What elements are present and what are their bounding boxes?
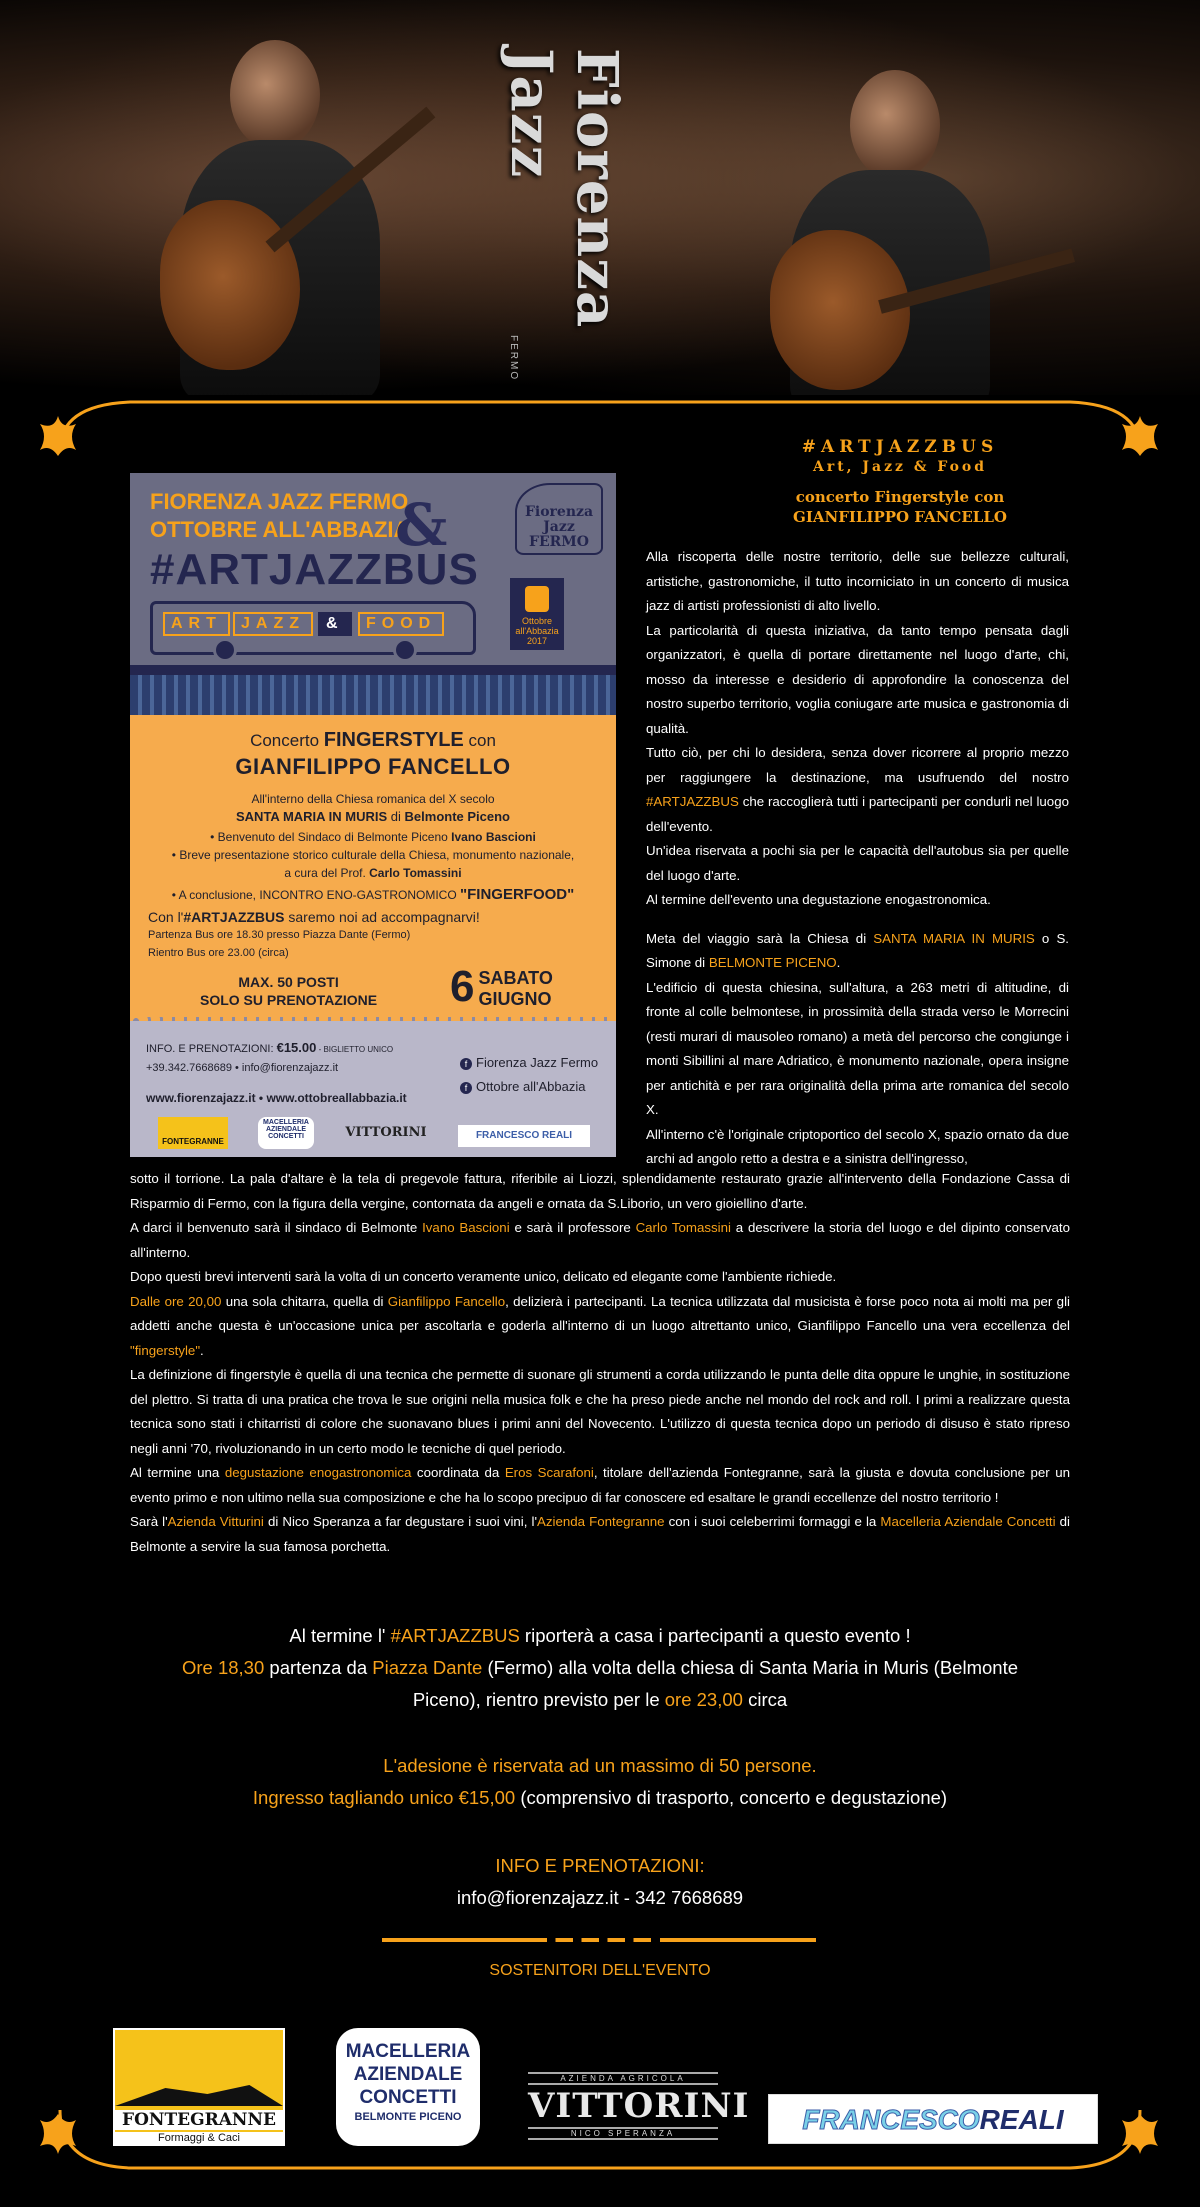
concert-post: con (463, 731, 496, 750)
poster-bullet-3 (130, 886, 616, 903)
poster-price: €15.00 (276, 1040, 317, 1055)
church-di: di (387, 809, 405, 824)
bus-wheel-icon (213, 638, 237, 662)
poster-contacts: +39.342.7668689 • info@fiorenzajazz.it (146, 1062, 339, 1074)
p6-town: BELMONTE PICENO (708, 955, 837, 970)
guitarist-right (700, 30, 1060, 390)
l2-a: partenza da (264, 1657, 373, 1678)
l4-price: Ingresso tagliando unico €15,00 (252, 1787, 516, 1808)
bus-word-amp: & (318, 612, 352, 636)
sponsor-logo-fontegranne[interactable] (113, 2028, 285, 2146)
l2-b: (Fermo) alla volta della chiesa di Santa Maria in Muris (Belmonte Piceno), rientro previsto per le (412, 1657, 1018, 1710)
poster-ampersand: & (395, 491, 448, 559)
poster-facebook (460, 1051, 598, 1099)
p9-mid: e sarà il professore (509, 1220, 636, 1235)
article-body-column (646, 545, 1069, 1172)
mini-logo-vittorini: VITTORINI (345, 1125, 427, 1140)
l1-pre: Al termine l' (289, 1625, 391, 1646)
bus-wheel-icon (393, 638, 417, 662)
poster-bullet-2b (130, 866, 616, 881)
fontegranne-sub: Formaggi & Caci (115, 2132, 283, 2144)
macelleria-l4: BELMONTE PICENO (354, 2111, 462, 2123)
dashed-divider (382, 1938, 816, 1942)
poster-info (146, 1039, 393, 1077)
l1-post: riporterà a casa i partecipanti a questo evento ! (519, 1625, 911, 1646)
p9-professor: Carlo Tomassini (635, 1220, 731, 1235)
church-town: Belmonte Piceno (404, 809, 510, 824)
body-p14 (130, 1510, 1070, 1559)
bullet3-pre: • A conclusione, INCONTRO ENO-GASTRONOMICO (171, 888, 461, 902)
heading-title: #ARTJAZZBUS (801, 437, 999, 457)
body-p11 (130, 1290, 1070, 1364)
church-name: SANTA MARIA IN MURIS (236, 809, 388, 824)
p14-macelleria: Macelleria Aziendale Concetti (880, 1514, 1056, 1529)
poster-line1: FIORENZA JAZZ FERMO (150, 489, 409, 514)
abbey-icon (525, 586, 549, 612)
bullet2b-bold: Carlo Tomassini (369, 866, 462, 880)
poster-max-posti (200, 973, 377, 1009)
poster-header (130, 473, 616, 665)
body-p1: Alla riscoperta delle nostre territorio, delle sue bellezze culturali, artistiche, gastronomiche, il tutto incorniciato in un concerto di musica jazz di artisti professionisti di alto livello. (646, 549, 1069, 613)
p13-pre: Al termine una (130, 1465, 225, 1480)
poster-bus-line (148, 908, 480, 926)
p6-pre: Meta del viaggio sarà la Chiesa di (646, 930, 874, 946)
p14-c: di Belmonte a servire la sua famosa porchetta. (130, 1514, 1070, 1554)
body-p3 (646, 741, 1069, 839)
poster-church-intro: All'interno della Chiesa romanica del X secolo (251, 792, 495, 806)
fermo-vertical-label: FERMO (508, 335, 519, 382)
fb-page-1: Fiorenza Jazz Fermo (476, 1055, 599, 1070)
p11-b: , delizierà i partecipanti. La tecnica utilizzata dal musicista è forse poco nota ai molti ma per gli addetti anche questa è un'occasione unica per ascoltarla e goderla all'interno di un luogo altrettanto unico, Gianfilippo Fancello una vera eccellenza del (130, 1293, 1070, 1333)
p11-artist: Gianfilippo Fancello (387, 1293, 506, 1309)
macelleria-l1: MACELLERIA (345, 2041, 471, 2062)
p9-post: a descrivere la storia del luogo e del dipinto conservato all'interno. (130, 1220, 1071, 1260)
ottobre-abbazia-year: 2017 (526, 636, 548, 646)
body-p8b: sotto il torrione. La pala d'altare è la tela di pregevole fattura, riferibile ai Liozzi, splendidamente restaurato grazie all'intervento della Fondazione Cassa di Risparmio di Fermo, con la figura della vergine, contornata da angeli e ornata da S.Liborio, un vero gioiellino d'arte. (130, 1171, 1070, 1211)
bus-line-bold: #ARTJAZZBUS (183, 909, 285, 925)
poster-pattern-band (130, 665, 616, 715)
bus-word-jazz: JAZZ (233, 612, 313, 636)
p14-a: di Nico Speranza a far degustare i suoi vini, l' (263, 1514, 537, 1529)
mini-logo-reali: FRANCESCO REALI (458, 1125, 590, 1147)
body-p8a: All'interno c'è l'originale criptoportico del secolo X, spazio ornato da due archi ad angolo retto a destra e a sinistra dell'ingresso, (646, 1126, 1069, 1166)
p13-degustazione: degustazione enogastronomica (224, 1465, 412, 1480)
poster-bullet-1 (130, 830, 616, 845)
body-p4: Un'idea riservata a pochi sia per le capacità dell'autobus sia per quelle del luogo d'arte. (646, 843, 1069, 883)
body-p9 (130, 1216, 1070, 1265)
body-p13 (130, 1461, 1070, 1510)
concert-bold: FINGERSTYLE (323, 729, 464, 751)
p14-vitturini: Azienda Vitturini (167, 1514, 264, 1529)
bus-word-art: ART (163, 612, 230, 636)
farmhouse-icon (115, 2076, 283, 2106)
vittorini-bottom: NICO SPERANZA (528, 2127, 718, 2140)
p14-fontegranne: Azienda Fontegranne (537, 1514, 665, 1529)
max-line2: SOLO SU PRENOTAZIONE (200, 992, 378, 1008)
p11-fingerstyle: "fingerstyle" (130, 1342, 201, 1358)
bus-line-post: saremo noi ad accompagnarvi! (284, 909, 480, 925)
bullet3-bold: "FINGERFOOD" (460, 886, 575, 903)
facebook-icon: f (460, 1058, 472, 1070)
macelleria-l2: AZIENDALE (353, 2064, 463, 2085)
poster-bullet-2: • Breve presentazione storico culturale della Chiesa, monumento nazionale, (171, 848, 575, 862)
summary-return (130, 1620, 1070, 1652)
body-p5: Al termine dell'evento una degustazione enogastronomica. (646, 892, 991, 907)
date-month: GIUGNO (478, 989, 552, 1009)
vittorini-top: AZIENDA AGRICOLA (528, 2072, 718, 2085)
bus-line-pre: Con l' (148, 909, 184, 925)
poster-hashtag: #ARTJAZZBUS (150, 545, 479, 594)
heading-line1: concerto Fingerstyle con (795, 488, 1005, 506)
mini-logo-macelleria: MACELLERIA AZIENDALE CONCETTI (258, 1117, 314, 1149)
l2-piazza: Piazza Dante (372, 1657, 483, 1678)
article-body-full (130, 1167, 1070, 1559)
p13-post: , titolare dell'azienda Fontegranne, sarà la giusta e dovuta conclusione per un evento primo e non ultimo nella sua composizione e che ha lo scopo precipuo di far conoscere ed esaltare le grandi eccellenze del nostro territorio ! (130, 1465, 1071, 1505)
fiorenza-jazz-logo: Fiorenza Jazz FERMO (515, 483, 603, 555)
p3-pre: Tutto ciò, per chi lo desidera, senza dover ricorrere al proprio mezzo per raggiungere la destinazione, ma usufruendo del nostro (646, 745, 1069, 785)
ottobre-abbazia-label: Ottobre all'Abbazia (515, 616, 559, 636)
sponsors-title: SOSTENITORI DELL'EVENTO (489, 1962, 711, 1979)
bus-word-food: FOOD (358, 612, 444, 636)
bullet1-bold: Ivano Bascioni (451, 830, 536, 844)
poster-bus-info (148, 908, 480, 962)
max-line1: MAX. 50 POSTI (238, 974, 339, 990)
fontegranne-name: FONTEGRANNE (115, 2110, 283, 2130)
guitarist-left (120, 30, 460, 390)
poster-church-line (130, 809, 616, 824)
p11-a: una sola chitarra, quella di (221, 1293, 388, 1309)
sponsor-logo-reali[interactable] (768, 2094, 1098, 2144)
p6-mid: o S. Simone di (646, 930, 1070, 970)
header-photo (0, 0, 1200, 395)
fiorenza-jazz-vertical-title: Fiorenza Jazz (498, 48, 630, 329)
p3-post: che raccoglierà tutti i partecipanti per condurli nel luogo dell'evento. (646, 794, 1069, 834)
poster-details (130, 715, 616, 903)
l2-time: Ore 18,30 (181, 1657, 265, 1678)
p11-c: . (200, 1342, 204, 1358)
date-day: SABATO (478, 968, 553, 988)
poster-rientro: Rientro Bus ore 23.00 (circa) (148, 947, 289, 959)
p9-pre: A darci il benvenuto sarà il sindaco di Belmonte (130, 1220, 423, 1235)
poster-date (450, 962, 553, 1011)
p11-time: Dalle ore 20,00 (130, 1293, 222, 1309)
bus-graphic (150, 601, 476, 655)
sponsor-logo-vittorini[interactable] (528, 2072, 750, 2142)
body-p12: La definizione di fingerstyle è quella di una tecnica che permette di suonare gli strumenti a corda utilizzando le punta delle dita oppure le unghie, in sostituzione del plettro. Si tratta di una pratica che trova le sue origini nella musica folk e che ha preso piede anche nel mondo del rock and roll. I primi a realizzare questa tecnica sono stati i chitarristi di colore che suonavano blues i primi anni del Novecento. L'utilizzo di questa tecnica dopo un periodo di disuso è stato ripreso negli anni '70, rivoluzionando in un certo modo le tecniche di quel periodo. (130, 1367, 1070, 1456)
facebook-icon: f (460, 1082, 472, 1094)
sponsor-logo-macelleria[interactable] (336, 2028, 480, 2146)
p13-eros: Eros Scarafoni (504, 1465, 594, 1480)
p3-hashtag: #ARTJAZZBUS (646, 794, 739, 809)
poster-websites: www.fiorenzajazz.it • www.ottobreallabbazia.it (146, 1091, 407, 1105)
p14-pre: Sarà l' (130, 1514, 168, 1529)
body-p2: La particolarità di questa iniziativa, da tanto tempo pensata dagli organizzatori, è quella di portare direttamente nel luogo d'arte, chi, mosso da interesse e desiderio di approfondire la conoscenza del nostro superbo territorio, voglia coniugare arte musica e gastronomia di qualità. (646, 622, 1069, 736)
fb-page-2: Ottobre all'Abbazia (476, 1079, 586, 1094)
reali-reali: REALI (979, 2104, 1064, 2135)
poster-partenza: Partenza Bus ore 18.30 presso Piazza Dante (Fermo) (148, 929, 411, 941)
bullet2b-pre: a cura del Prof. (284, 866, 370, 880)
bullet1-pre: • Benvenuto del Sindaco di Belmonte Piceno (210, 830, 452, 844)
body-p7: L'edificio di questa chiesina, sull'altura, a 263 metri di altitudine, di fronte al colle belmontese, in prossimità della strada verso le Morrecini (resti murari di mausoleo romano) a metà del percorso che congiunge i monti Sibillini al mare Adriatico, è monumento nazionale, opera insigne per antichità e per rara originalità della prima arte romanica del secolo X. (646, 979, 1069, 1117)
info-contact-line[interactable]: info@fiorenzajazz.it - 342 7668689 (456, 1887, 744, 1908)
summary-capacity: L'adesione è riservata ad un massimo di 50 persone. (383, 1755, 817, 1776)
macelleria-l3: CONCETTI (359, 2087, 457, 2108)
l2-return-time: ore 23,00 (664, 1689, 743, 1710)
article-heading (660, 437, 1140, 527)
info-title: INFO E PRENOTAZIONI: (495, 1855, 705, 1876)
p13-mid: coordinata da (411, 1465, 505, 1480)
summary-price (130, 1782, 1070, 1814)
p6-post: . (836, 955, 841, 970)
info-label: INFO. E PRENOTAZIONI: (146, 1043, 277, 1055)
p14-b: con i suoi celeberrimi formaggi e la (664, 1514, 881, 1529)
event-poster (130, 473, 616, 1157)
date-number: 6 (450, 962, 475, 1011)
price-note: - BIGLIETTO UNICO (316, 1045, 394, 1054)
reali-francesco: FRANCESCO (802, 2104, 980, 2135)
l4-post: (comprensivo di trasporto, concerto e degustazione) (515, 1787, 948, 1808)
body-p6 (646, 927, 1069, 976)
mini-logo-fontegranne: FONTEGRANNE (158, 1117, 228, 1149)
poster-concert-line (130, 729, 616, 752)
heading-line2: GIANFILIPPO FANCELLO (793, 508, 1007, 526)
vittorini-name: VITTORINI (528, 2086, 750, 2126)
poster-line2: OTTOBRE ALL'ABBAZIA (150, 517, 410, 542)
body-p10: Dopo questi brevi interventi sarà la volta di un concerto veramente unico, delicato ed elegante come l'ambiente richiede. (130, 1269, 837, 1284)
l2-c: circa (742, 1689, 788, 1710)
heading-subtitle: Art, Jazz & Food (812, 459, 988, 475)
ottobre-abbazia-logo (510, 578, 564, 650)
summary-schedule (130, 1652, 1070, 1716)
poster-footer (130, 1021, 616, 1157)
p9-mayor: Ivano Bascioni (422, 1220, 510, 1235)
l1-hashtag: #ARTJAZZBUS (390, 1625, 520, 1646)
concert-pre: Concerto (250, 731, 324, 750)
p6-church: SANTA MARIA IN MURIS (873, 930, 1035, 946)
poster-artist: GIANFILIPPO FANCELLO (235, 754, 511, 779)
